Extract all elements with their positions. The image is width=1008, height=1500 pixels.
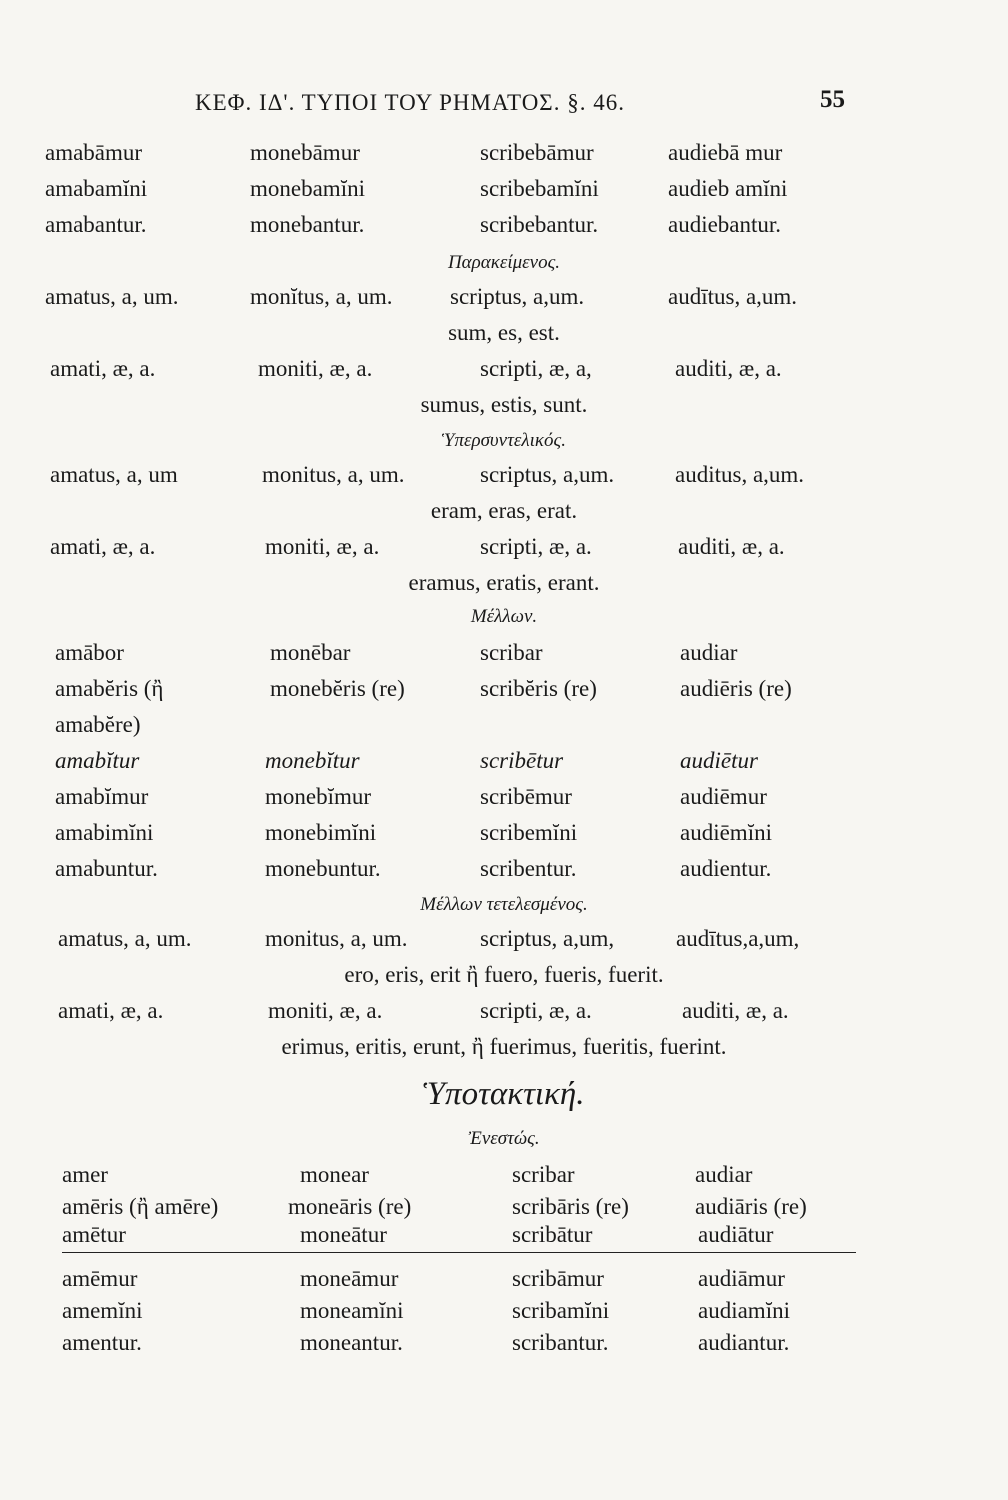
conj1-form: amatus, a, um. [45,284,179,309]
auxiliary-line: erimus, eritis, erunt, ἢ fuerimus, fueritis, fuerint. [281,1034,727,1059]
conj3-form: scribāmur [512,1266,604,1291]
conj2-form: monebĕris (re) [270,676,405,701]
section-heading-perfect: Παρακείμενος. [447,252,561,273]
conj1-form: amatus, a, um. [58,926,192,951]
conj1-form: amabĕre) [55,712,141,737]
table-row [0,712,1008,746]
conj3-form: scripti, æ, a, [480,356,592,381]
conj1-form: amabĭtur [55,748,140,773]
section-heading-subjunctive: Ὑποτακτική. [423,1076,585,1112]
conj2-form: moneātur [300,1222,387,1247]
conj1-form: amabamĭni [45,176,148,201]
table-row [0,926,1008,960]
conj3-form: scribētur [480,748,564,773]
conj1-form: amabĕris (ἢ [55,676,164,701]
table-row [0,640,1008,674]
conj4-form: audiantur. [698,1330,790,1355]
conj4-form: audiar [680,640,738,665]
page-number: 55 [820,86,845,113]
conj4-form: audientur. [680,856,772,881]
section-heading-future: Μέλλων. [470,606,538,627]
conj3-form: scribamĭni [512,1298,610,1323]
conj3-form: scribātur [512,1222,593,1247]
conj1-form: amer [62,1162,108,1187]
conj1-form: amatus, a, um [50,462,178,487]
table-row [0,676,1008,710]
table-row [0,1298,1008,1332]
conj2-form: monear [300,1162,369,1187]
conj4-form: auditus, a,um. [675,462,805,487]
table-row [0,784,1008,818]
conj2-form: monebamĭni [250,176,365,201]
auxiliary-line: sumus, estis, sunt. [420,392,588,417]
conj3-form: scriptus, a,um, [480,926,615,951]
conj4-form: auditi, æ, a. [678,534,785,559]
conj2-form: moniti, æ, a. [268,998,383,1023]
table-row [0,534,1008,568]
conj1-form: amētur [62,1222,126,1247]
conj1-form: amēris (ἢ amēre) [62,1194,219,1219]
conj2-form: monebantur. [250,212,365,237]
conj4-form: audītus,a,um, [676,926,800,951]
table-row [0,212,1008,246]
conj2-form: monĭtus, a, um. [250,284,393,309]
table-row [0,140,1008,174]
conj3-form: scriptus, a,um. [450,284,585,309]
conj2-form: monitus, a, um. [265,926,408,951]
conj3-form: scribāris (re) [512,1194,629,1219]
running-header: ΚΕΦ. ΙΔ'. ΤΥΠΟΙ ΤΟΥ ΡΗΜΑΤΟΣ. §. 46. [195,90,625,115]
conj4-form: audiēmĭni [680,820,772,845]
conj3-form: scribemĭni [480,820,578,845]
conj3-form: scriptus, a,um. [480,462,615,487]
conj2-form: monebāmur [250,140,360,165]
conj2-form: moniti, æ, a. [265,534,380,559]
conj3-form: scribar [480,640,543,665]
conj2-form: monebuntur. [265,856,381,881]
conj3-form: scripti, æ, a. [480,534,592,559]
conj1-form: amēmur [62,1266,138,1291]
table-row [0,748,1008,782]
table-row [0,1330,1008,1364]
conj4-form: audiāris (re) [695,1194,807,1219]
conj2-form: monitus, a, um. [262,462,405,487]
conj1-form: amabāmur [45,140,143,165]
conj2-form: moneantur. [300,1330,403,1355]
conj2-form: monebĭtur [265,748,360,773]
conj3-form: scribebāmur [480,140,594,165]
conj3-form: scripti, æ, a. [480,998,592,1023]
table-row [0,820,1008,854]
conj2-form: moniti, æ, a. [258,356,373,381]
table-row [0,998,1008,1032]
conj4-form: audiar [695,1162,753,1187]
table-row [0,284,1008,318]
conj4-form: auditi, æ, a. [675,356,782,381]
section-heading-present: Ἐνεστώς. [468,1128,540,1149]
conj3-form: scribebantur. [480,212,599,237]
conj2-form: moneāris (re) [288,1194,412,1219]
conj1-form: amentur. [62,1330,142,1355]
conj3-form: scribēmur [480,784,572,809]
conj4-form: audiēris (re) [680,676,792,701]
conj1-form: amabĭmur [55,784,149,809]
conj1-form: amabantur. [45,212,147,237]
conj1-form: amabuntur. [55,856,158,881]
conj4-form: audiēmur [680,784,767,809]
conj2-form: monēbar [270,640,351,665]
conj2-form: monebĭmur [265,784,372,809]
divider [62,1252,856,1253]
table-row [0,356,1008,390]
conj3-form: scribĕris (re) [480,676,597,701]
conj1-form: amemĭni [62,1298,143,1323]
auxiliary-line: eram, eras, erat. [430,498,578,523]
conj4-form: audiāmur [698,1266,785,1291]
table-row [0,856,1008,890]
conj1-form: amati, æ, a. [50,534,156,559]
table-row [0,1162,1008,1196]
conj3-form: scribantur. [512,1330,609,1355]
conj4-form: audiētur [680,748,758,773]
conj4-form: audiātur [698,1222,774,1247]
table-row [0,462,1008,496]
table-row [0,176,1008,210]
table-row [0,1222,1008,1256]
auxiliary-line: eramus, eratis, erant. [408,570,600,595]
conj4-form: audītus, a,um. [668,284,798,309]
section-heading-future-perfect: Μέλλων τετελεσμένος. [420,894,588,915]
conj2-form: moneāmur [300,1266,399,1291]
conj4-form: audiebantur. [668,212,782,237]
conj3-form: scribentur. [480,856,577,881]
section-heading-pluperfect: Ὑπερσυντελικός. [442,430,566,451]
conj4-form: audiamĭni [698,1298,790,1323]
auxiliary-line: sum, es, est. [448,320,560,345]
conj1-form: amati, æ, a. [50,356,156,381]
conj1-form: amabimĭni [55,820,154,845]
conj4-form: auditi, æ, a. [682,998,789,1023]
auxiliary-line: ero, eris, erit ἢ fuero, fueris, fuerit. [344,962,664,987]
table-row [0,1266,1008,1300]
conj2-form: monebimĭni [265,820,377,845]
conj4-form: audiebā mur [668,140,783,165]
conj1-form: amābor [55,640,124,665]
conj4-form: audieb amĭni [668,176,788,201]
conj3-form: scribar [512,1162,575,1187]
conj3-form: scribebamĭni [480,176,599,201]
conj1-form: amati, æ, a. [58,998,164,1023]
conj2-form: moneamĭni [300,1298,404,1323]
